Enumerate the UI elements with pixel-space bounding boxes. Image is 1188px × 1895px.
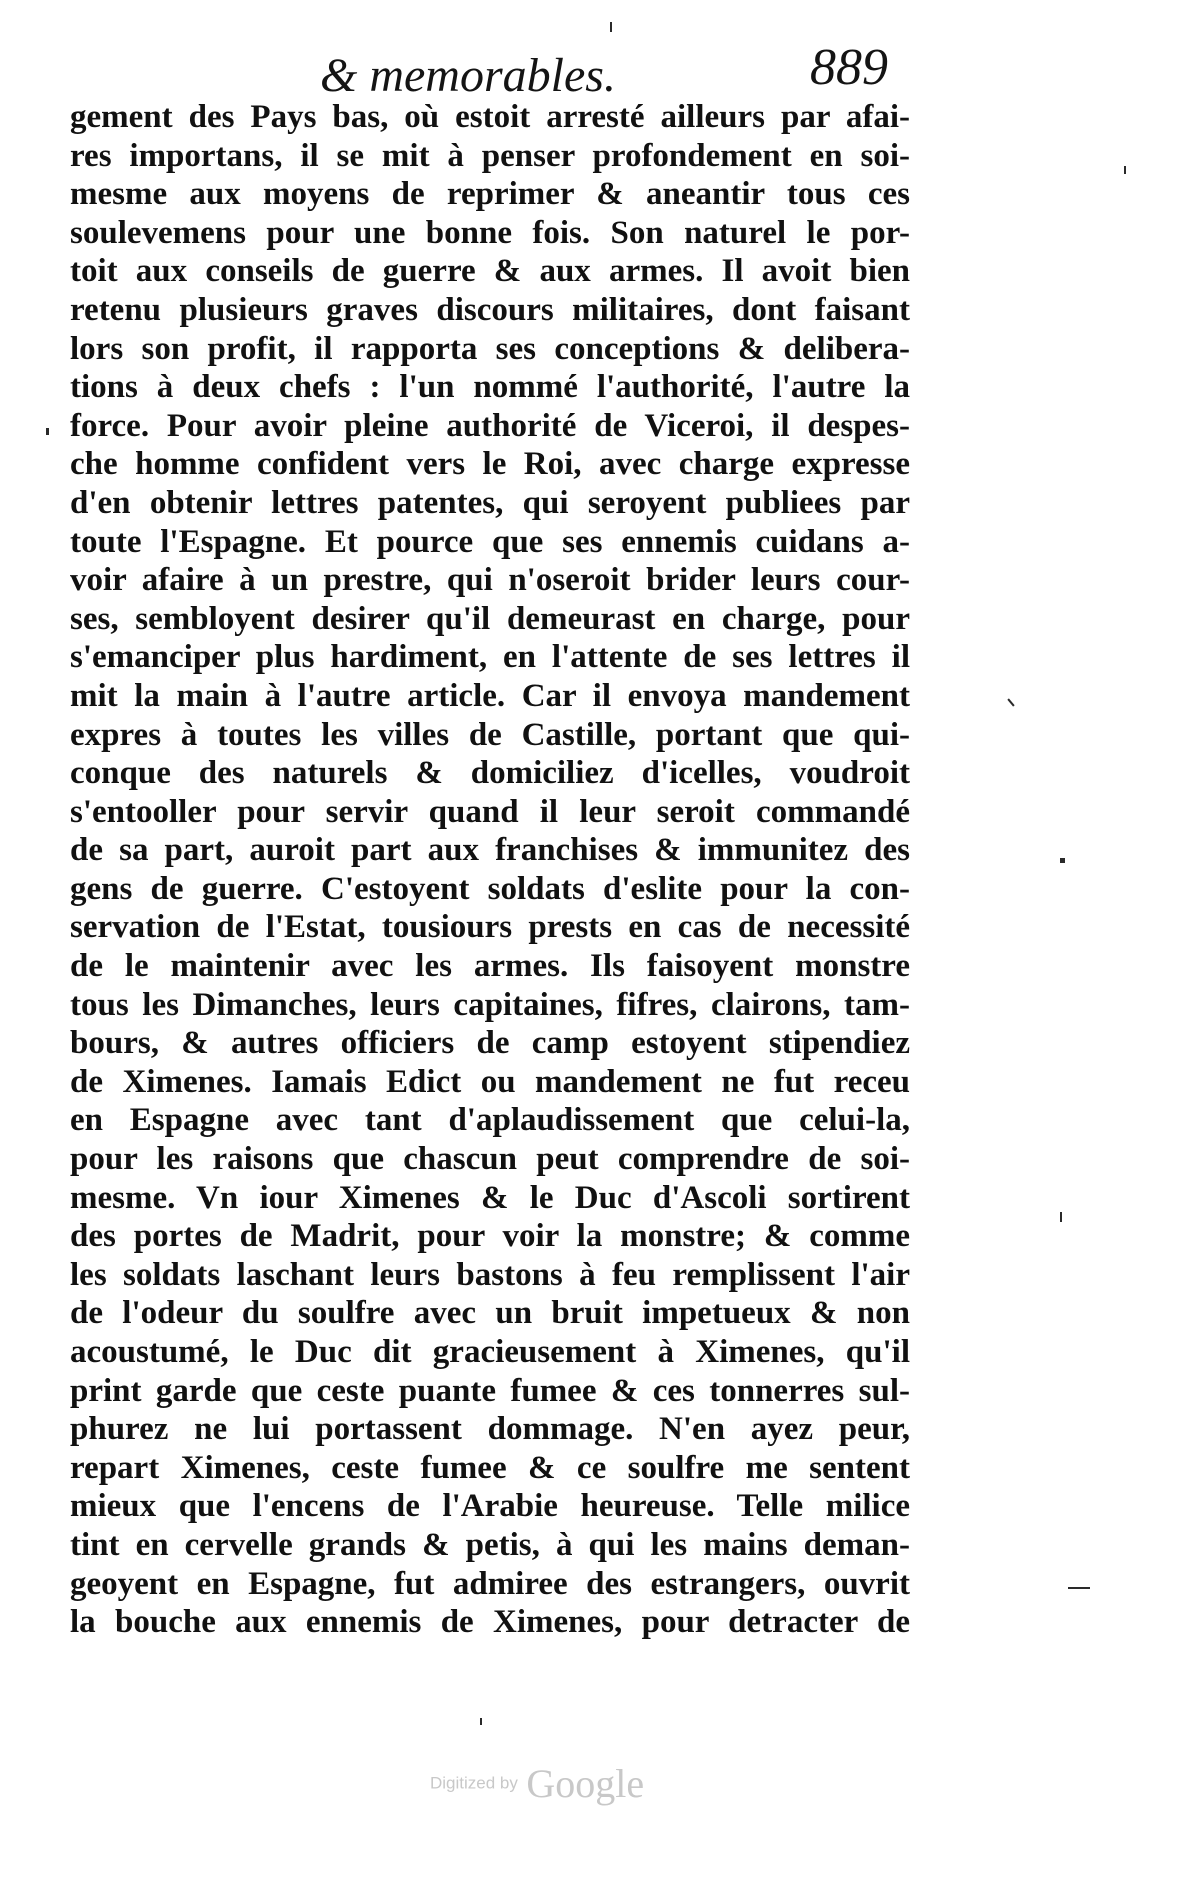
text-line: ses, sembloyent desirer qu'il demeurast en charge, pour	[70, 600, 910, 637]
text-line: mieux que l'encens de l'Arabie heureuse. Telle milice	[70, 1488, 910, 1525]
text-line: res importans, il se mit à penser profondement en soi-	[70, 137, 910, 174]
text-line: toit aux conseils de guerre & aux armes. Il avoit bien	[70, 253, 910, 290]
body-text	[70, 98, 910, 1642]
text-line: mesme aux moyens de reprimer & aneantir tous ces	[70, 176, 910, 213]
text-line: s'entooller pour servir quand il leur seroit commandé	[70, 793, 910, 830]
text-line: repart Ximenes, ceste fumee & ce soulfre me sentent	[70, 1449, 910, 1486]
text-line: expres à toutes les villes de Castille, portant que qui-	[70, 716, 910, 753]
text-line: gement des Pays bas, où estoit arresté ailleurs par afai-	[70, 99, 910, 135]
text-line: che homme confident vers le Roi, avec charge expresse	[70, 446, 910, 483]
text-line: d'en obtenir lettres patentes, qui seroyent publiees par	[70, 484, 910, 521]
text-line: bours, & autres officiers de camp estoyent stipendiez	[70, 1025, 910, 1062]
text-line: pour les raisons que chascun peut comprendre de soi-	[70, 1141, 910, 1178]
text-line: en Espagne avec tant d'aplaudissement que celui-la,	[70, 1102, 910, 1139]
page-number: 889	[810, 39, 888, 96]
text-line: tions à deux chefs : l'un nommé l'authorité, l'autre la	[70, 369, 910, 406]
text-line: servation de l'Estat, tousiours prests en cas de necessité	[70, 909, 910, 946]
scan-speck	[610, 22, 612, 32]
google-logo: Google	[526, 1761, 645, 1806]
digitized-watermark	[430, 1760, 644, 1807]
text-line: des portes de Madrit, pour voir la monstre; & comme	[70, 1218, 910, 1255]
text-line: les soldats laschant leurs bastons à feu remplissent l'air	[70, 1256, 910, 1293]
digitized-label: Digitized by	[430, 1773, 518, 1793]
text-line: mesme. Vn iour Ximenes & le Duc d'Ascoli sortirent	[70, 1179, 910, 1216]
text-line: voir afaire à un prestre, qui n'oseroit brider leurs cour-	[70, 562, 910, 599]
scan-speck	[1060, 858, 1065, 863]
scan-speck	[1068, 1587, 1090, 1589]
text-line: de sa part, auroit part aux franchises & immunitez des	[70, 832, 910, 869]
text-line: toute l'Espagne. Et pource que ses ennemis cuidans a-	[70, 523, 910, 560]
text-line: tint en cervelle grands & petis, à qui les mains deman-	[70, 1526, 910, 1563]
text-line: s'emanciper plus hardiment, en l'attente de ses lettres il	[70, 639, 910, 676]
text-line: geoyent en Espagne, fut admiree des estrangers, ouvrit	[70, 1565, 910, 1602]
text-line: lors son profit, il rapporta ses conceptions & delibera-	[70, 330, 910, 367]
text-line: phurez ne lui portassent dommage. N'en ayez peur,	[70, 1411, 910, 1448]
text-line: acoustumé, le Duc dit gracieusement à Ximenes, qu'il	[70, 1334, 910, 1370]
running-title: & memorables.	[320, 49, 616, 102]
text-line: de le maintenir avec les armes. Ils faisoyent monstre	[70, 948, 910, 985]
text-line: tous les Dimanches, leurs capitaines, fifres, clairons, tam-	[70, 986, 910, 1023]
text-line: force. Pour avoir pleine authorité de Viceroi, il despes-	[70, 407, 910, 444]
scan-speck	[46, 428, 49, 435]
text-line: soulevemens pour une bonne fois. Son naturel le por-	[70, 214, 910, 251]
text-line: mit la main à l'autre article. Car il envoya mandement	[70, 677, 910, 714]
text-line: conque des naturels & domiciliez d'icelles, voudroit	[70, 755, 910, 792]
scan-speck	[1060, 1212, 1062, 1222]
scan-speck	[480, 1718, 482, 1725]
text-line: de l'odeur du soulfre avec un bruit impetueux & non	[70, 1295, 910, 1332]
text-line: de Ximenes. Iamais Edict ou mandement ne fut receu	[70, 1063, 910, 1100]
text-line: retenu plusieurs graves discours militaires, dont faisant	[70, 291, 910, 328]
text-line: print garde que ceste puante fumee & ces tonnerres sul-	[70, 1372, 910, 1409]
text-line: gens de guerre. C'estoyent soldats d'eslite pour la con-	[70, 870, 910, 907]
text-line: la bouche aux ennemis de Ximenes, pour detracter de	[70, 1604, 910, 1641]
scan-speck	[1124, 166, 1126, 174]
scan-speck	[1007, 698, 1014, 706]
